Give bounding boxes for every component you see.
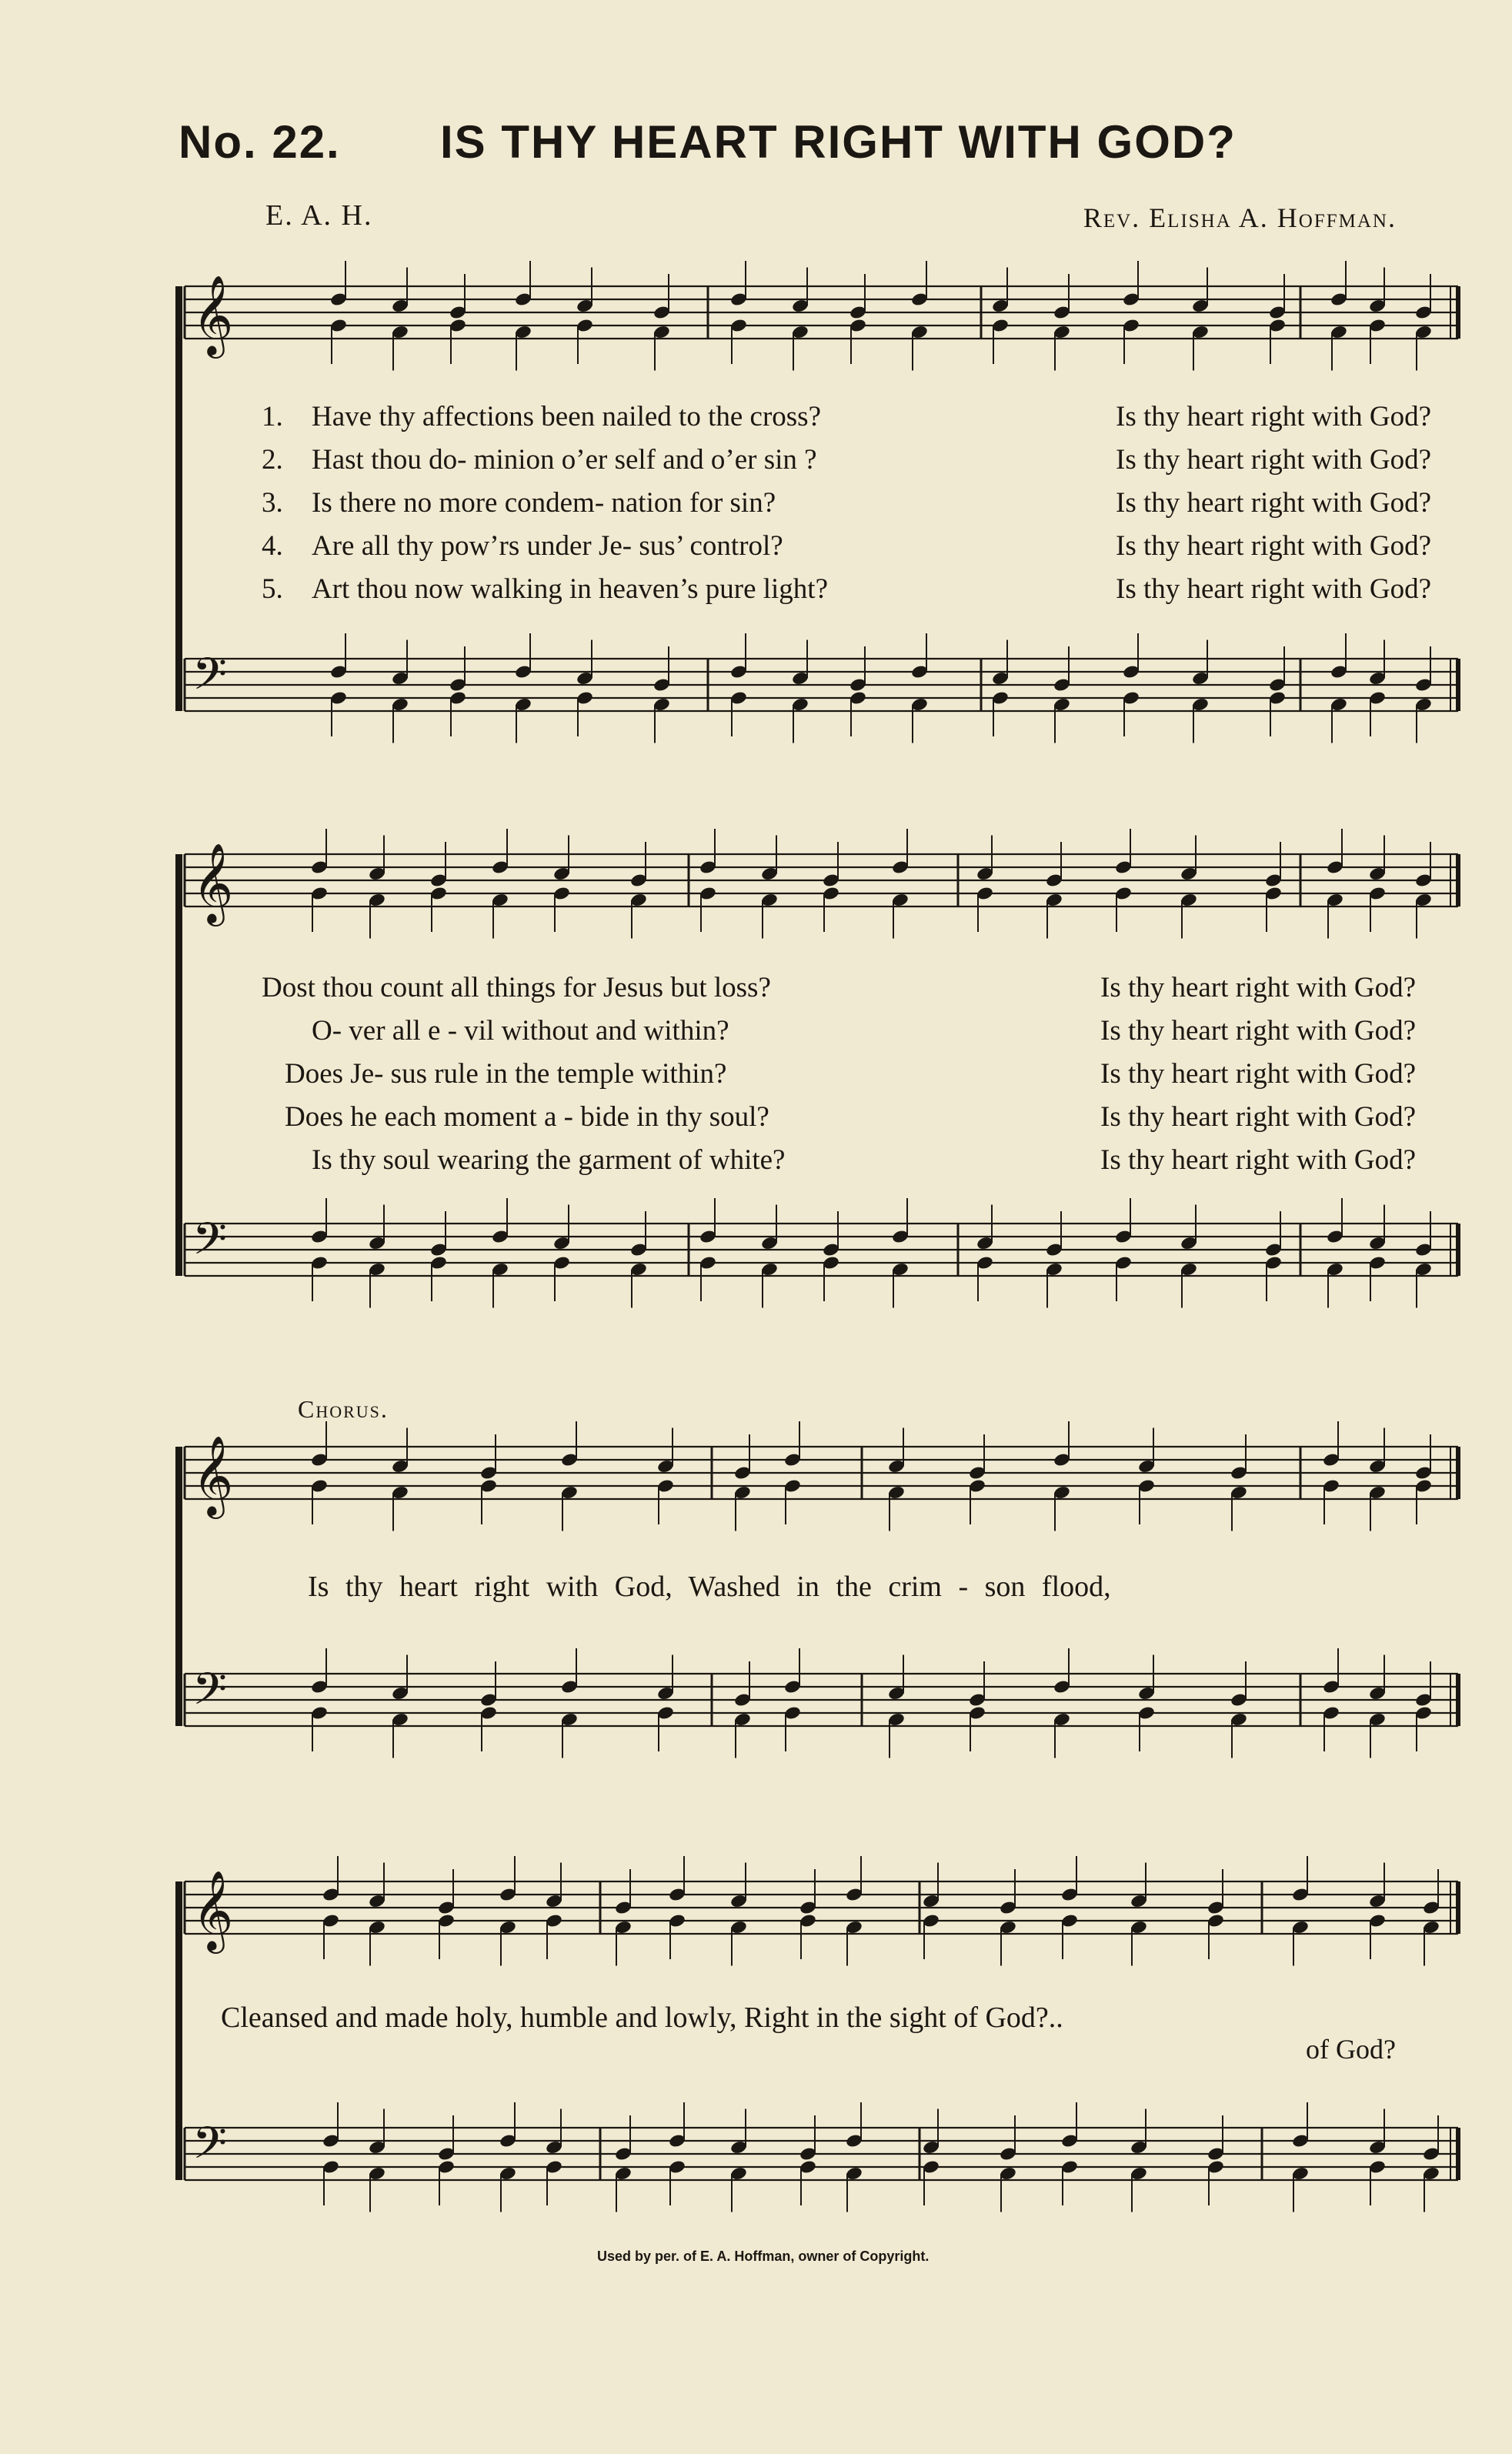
svg-text:𝄞: 𝄞 [192, 1870, 234, 1951]
svg-text:𝄢: 𝄢 [192, 648, 228, 711]
verse-line: Is thy soul wearing the garment of white? Is thy heart right with God? [312, 1144, 1416, 1176]
hymn-number: No. 22. [179, 116, 341, 168]
verse-line: 2. Hast thou do- minion o’er self and o’er sin ? Is thy heart right with God? [262, 444, 1431, 476]
chorus-label: Chorus. [298, 1395, 389, 1423]
author-initials: E. A. H. [265, 199, 373, 232]
verse-line: Dost thou count all things for Jesus but loss? Is thy heart right with God? [262, 972, 1416, 1003]
verse-line: O- ver all e - vil without and within? Is thy heart right with God? [312, 1015, 1416, 1047]
composer-credit: Rev. Elisha A. Hoffman. [1083, 202, 1397, 233]
verse-line: 4. Are all thy pow’rs under Je- sus’ control? Is thy heart right with God? [262, 530, 1431, 562]
chorus-lyric-line-2: Cleansed and made holy, humble and lowly, Right in the sight of God?.. [221, 2002, 1063, 2034]
chorus-lyric-line-3: of God? [1306, 2034, 1396, 2065]
svg-text:𝄢: 𝄢 [192, 2117, 228, 2180]
hymn-title: IS THY HEART RIGHT WITH GOD? [440, 116, 1237, 168]
verse-line: 5. Art thou now walking in heaven’s pure light? Is thy heart right with God? [262, 573, 1431, 605]
svg-text:𝄞: 𝄞 [192, 275, 234, 356]
copyright-note: Used by per. of E. A. Hoffman, owner of Copyright. [597, 2249, 930, 2264]
verse-block-1 [262, 400, 1431, 616]
verse-block-2 [262, 971, 1416, 1187]
verse-line: Does Je- sus rule in the temple within? Is thy heart right with God? [285, 1058, 1416, 1090]
verse-line: Does he each moment a - bide in thy soul? Is thy heart right with God? [285, 1101, 1416, 1133]
svg-text:𝄞: 𝄞 [192, 1435, 234, 1516]
verse-line: 1. Have thy affections been nailed to the cross? Is thy heart right with God? [262, 401, 1431, 432]
svg-text:𝄢: 𝄢 [192, 1213, 228, 1276]
verse-line: 3. Is there no more condem- nation for sin? Is thy heart right with God? [262, 487, 1431, 519]
svg-text:𝄢: 𝄢 [192, 1663, 228, 1726]
svg-text:𝄞: 𝄞 [192, 843, 234, 923]
chorus-lyric-line-1: Is thy heart right with God, Washed in the crim - son flood, [308, 1571, 1111, 1603]
